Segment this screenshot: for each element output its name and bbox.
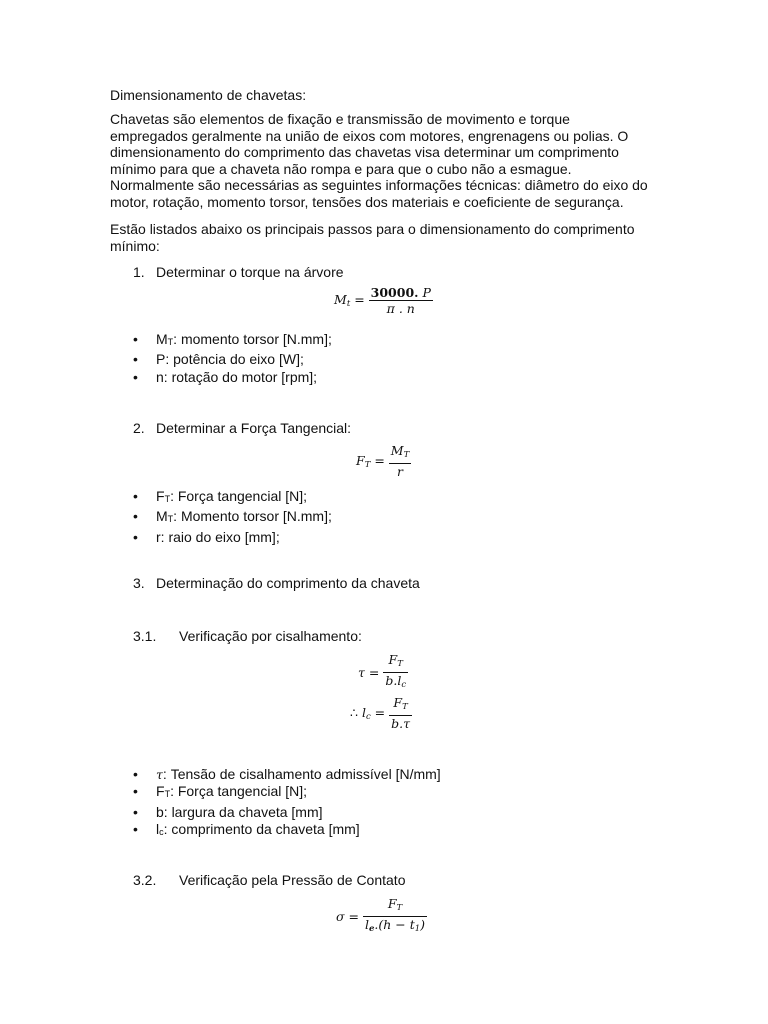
list-item: • n: rotação do motor [rpm]; (133, 369, 332, 386)
step-title: Verificação pela Pressão de Contato (179, 872, 406, 888)
step-title: Determinar o torque na árvore (156, 264, 344, 280)
text-line: Chavetas são elementos de fixação e transmissão de movimento e torque (110, 111, 570, 127)
text-line: dimensionamento do comprimento das chavetas visa determinar um comprimento (110, 144, 619, 161)
list-item: • $F_T$: Força tangencial [N]; (133, 783, 441, 803)
step-3-2-heading (133, 872, 405, 889)
steps-intro-paragraph (110, 221, 660, 254)
list-item: • $M_T$: Momento torsor [N.mm]; (133, 508, 332, 528)
step-title: Determinar a Força Tangencial: (156, 420, 352, 436)
step-number: 3. (133, 575, 145, 591)
text-line: mínimo para que a chaveta não rompa e para que o cubo não a esmague. (110, 160, 572, 177)
torque-formula: $M_t$ = $\frac{30000. P}{\pi . n}$ (334, 285, 431, 316)
step-1-heading (133, 264, 344, 281)
step-3-1-heading (133, 628, 362, 645)
list-item: • r: raio do eixo [mm]; (133, 529, 332, 546)
text-line: motor, rotação, momento torsor, tensões dos materiais e coeficiente de segurança. (110, 193, 624, 210)
text-line: mínimo: (110, 237, 160, 254)
list-item: • $M_T$: momento torsor [N.mm]; (133, 331, 332, 351)
step-title: Verificação por cisalhamento: (179, 628, 362, 644)
step-3-heading (133, 575, 420, 592)
list-item: • $F_T$: Força tangencial [N]; (133, 488, 332, 508)
list-item: • $l_c$: comprimento da chaveta [mm] (133, 821, 441, 841)
list-item: • b: largura da chaveta [mm] (133, 804, 441, 821)
step-2-heading (133, 420, 351, 437)
step-3-1-variables (133, 766, 441, 842)
shear-stress-formula: τ = $\frac{F_T}{b.l_c}$ (358, 652, 407, 690)
text-line: Estão listados abaixo os principais passos para o dimensionamento do comprimento (110, 221, 635, 237)
step-2-variables (133, 488, 332, 546)
step-number: 2. (133, 420, 145, 436)
step-number: 3.2. (133, 872, 157, 888)
text-line: empregados geralmente na união de eixos com motores, engrenagens ou polias. O (110, 127, 629, 144)
step-number: 3.1. (133, 628, 157, 644)
list-item: • τ: Tensão de cisalhamento admissível [N/mm] (133, 766, 441, 783)
page-title: Dimensionamento de chavetas: (110, 87, 307, 103)
list-item: • P: potência do eixo [W]; (133, 351, 332, 368)
key-length-formula: ∴ $l_c$ = $\frac{F_T}{b.\tau}$ (350, 695, 411, 731)
step-title: Determinação do comprimento da chaveta (156, 575, 420, 591)
contact-pressure-formula: σ = $\frac{F_T}{l_e.(h - t_1)}$ (336, 896, 426, 934)
intro-paragraph (110, 111, 660, 211)
tangential-force-formula: $F_T$ = $\frac{M_T}{r}$ (356, 443, 410, 479)
step-1-variables (133, 331, 332, 386)
step-number: 1. (133, 264, 145, 280)
text-line: Normalmente são necessárias as seguintes informações técnicas: diâmetro do eixo do (110, 177, 648, 194)
